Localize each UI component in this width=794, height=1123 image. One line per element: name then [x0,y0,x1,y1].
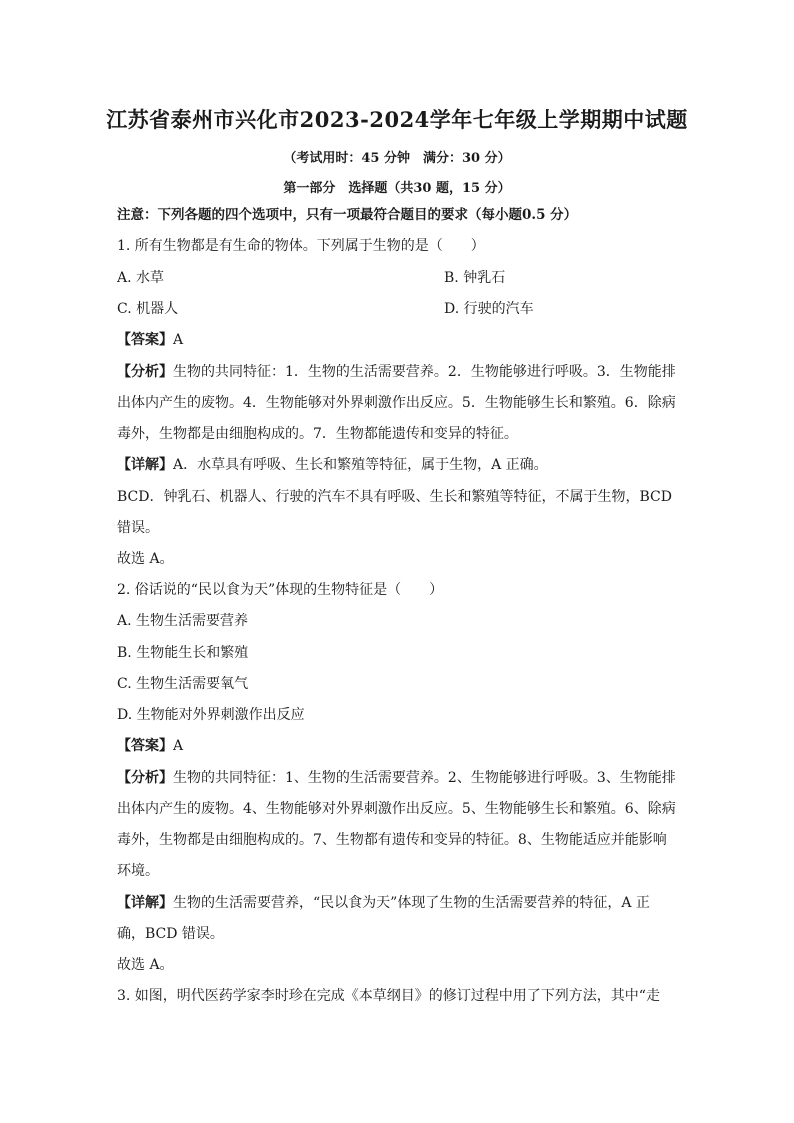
q1-detail-line [117,455,677,475]
q1-conclusion: 故选 A。 [117,551,174,567]
q1-detail-line: 错误。 [117,520,159,536]
section-heading: 第一部分 选择题（共30 题，15 分） [283,181,511,196]
q2-option-b: B. 生物能生长和繁殖 [117,645,249,661]
q1-option-a: A. 水草 [117,270,165,286]
q2-option-c: C. 生物生活需要氧气 [117,676,249,692]
q1-analysis-line: 出体内产生的废物。4．生物能够对外界刺激作出反应。5．生物能够生长和繁殖。6．除病 [117,395,676,411]
page-title: 江苏省泰州市兴化市2023-2024学年七年级上学期期中试题 [106,107,688,132]
q2-analysis-line: 出体内产生的废物。4、生物能够对外界刺激作出反应。5、生物能够生长和繁殖。6、除病 [117,801,676,817]
q2-detail-line: 确，BCD 错误。 [117,926,224,942]
q1-detail-line: BCD．钟乳石、机器人、行驶的汽车不具有呼吸、生长和繁殖等特征，不属于生物，BCD [117,489,672,505]
q2-analysis-line: 毒外，生物都是由细胞构成的。7、生物都有遗传和变异的特征。8、生物能适应并能影响 [117,832,667,848]
q2-option-d: D. 生物能对外界刺激作出反应 [117,707,305,723]
analysis-text: 生物的共同特征：1、生物的生活需要营养。2、生物能够进行呼吸。3、生物能排 [173,770,676,786]
answer-tag: 【答案】 [117,738,173,754]
question-3-stem: 3. 如图，明代医药学家李时珍在完成《本草纲目》的修订过程中用了下列方法，其中“走 [117,988,660,1004]
q1-answer [117,330,677,350]
question-1-stem: 1. 所有生物都是有生命的物体。下列属于生物的是（ ） [117,238,485,254]
q1-option-b: B. 钟乳石 [444,270,506,286]
notice: 注意：下列各题的四个选项中，只有一项最符合题目的要求（每小题0.5 分） [117,207,578,223]
analysis-tag: 【分析】 [117,364,173,380]
q2-option-a: A. 生物生活需要营养 [117,613,249,629]
q2-analysis-line [117,768,677,788]
q2-detail-line [117,893,677,913]
q2-analysis-line: 环境。 [117,863,159,879]
question-2-stem: 2. 俗话说的“民以食为天”体现的生物特征是（ ） [117,582,444,598]
q1-option-d: D. 行驶的汽车 [444,301,534,317]
answer-value: A [173,738,184,754]
analysis-tag: 【分析】 [117,770,173,786]
answer-value: A [173,332,184,348]
detail-text: 生物的生活需要营养，“民以食为天”体现了生物的生活需要营养的特征，A 正 [173,895,650,911]
q1-analysis-line: 毒外，生物都是由细胞构成的。7．生物都能遗传和变异的特征。 [117,426,518,442]
q1-analysis-line [117,362,677,382]
q1-option-c: C. 机器人 [117,301,179,317]
answer-tag: 【答案】 [117,332,173,348]
exam-info: （考试用时：45 分钟 满分：30 分） [283,151,511,166]
detail-tag: 【详解】 [117,457,173,473]
q2-answer [117,736,677,756]
detail-tag: 【详解】 [117,895,173,911]
analysis-text: 生物的共同特征：1．生物的生活需要营养。2．生物能够进行呼吸。3．生物能排 [173,364,676,380]
q2-conclusion: 故选 A。 [117,957,174,973]
detail-text: A．水草具有呼吸、生长和繁殖等特征，属于生物，A 正确。 [173,457,548,473]
